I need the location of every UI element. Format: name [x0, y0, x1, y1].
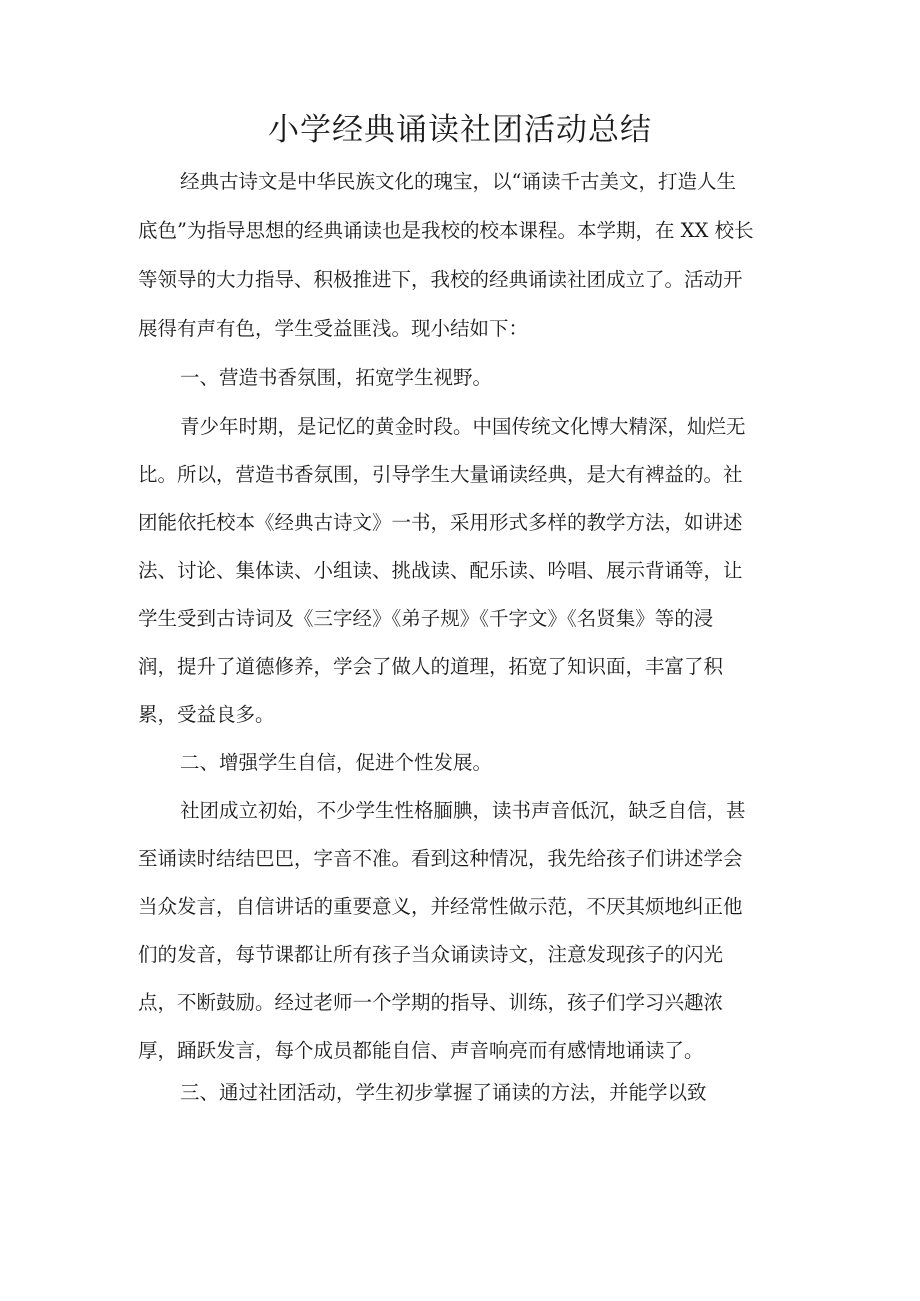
section-heading: 二、增强学生自信，促进个性发展。	[180, 751, 493, 774]
paragraph-line: 润，提升了道德修养，学会了做人的道理，拓宽了知识面，丰富了积	[138, 655, 724, 678]
paragraph-line: 点，不断鼓励。经过老师一个学期的指导、训练，孩子们学习兴趣浓	[138, 991, 724, 1014]
paragraph-line: 团能依托校本《经典古诗文》一书，采用形式多样的教学方法，如讲述	[138, 511, 743, 534]
paragraph-line: 至诵读时结结巴巴，字音不准。看到这种情况，我先给孩子们讲述学会	[138, 847, 743, 870]
paragraph-line: 经典古诗文是中华民族文化的瑰宝，以“诵读千古美文，打造人生	[180, 170, 736, 193]
paragraph-line: 展得有声有色，学生受益匪浅。现小结如下：	[138, 317, 529, 340]
paragraph-line: 学生受到古诗词及《三字经》《弟子规》《千字文》《名贤集》等的浸	[138, 607, 714, 630]
paragraph-line: 法、讨论、集体读、小组读、挑战读、配乐读、吟唱、展示背诵等，让	[138, 559, 743, 582]
paragraph-line: 累，受益良多。	[138, 703, 275, 726]
paragraph-line: 们的发音，每节课都让所有孩子当众诵读诗文，注意发现孩子的闪光	[138, 943, 724, 966]
paragraph-line: 厚，踊跃发言，每个成员都能自信、声音响亮而有感情地诵读了。	[138, 1039, 704, 1062]
paragraph-line: 比。所以，营造书香氛围，引导学生大量诵读经典，是大有裨益的。社	[138, 463, 743, 486]
document-title: 小学经典诵读社团活动总结	[268, 112, 652, 148]
section-heading: 一、营造书香氛围，拓宽学生视野。	[180, 366, 493, 389]
paragraph-line: 社团成立初始，不少学生性格腼腆，读书声音低沉，缺乏自信，甚	[180, 799, 746, 822]
section-heading: 三、通过社团活动，学生初步掌握了诵读的方法，并能学以致	[180, 1081, 707, 1104]
paragraph-line: 当众发言，自信讲话的重要意义，并经常性做示范，不厌其烦地纠正他	[138, 895, 743, 918]
paragraph-line: 底色”为指导思想的经典诵读也是我校的校本课程。本学期，在 XX 校长	[138, 219, 754, 242]
paragraph-line: 青少年时期，是记忆的黄金时段。中国传统文化博大精深，灿烂无	[180, 415, 746, 438]
paragraph-line: 等领导的大力指导、积极推进下，我校的经典诵读社团成立了。活动开	[138, 268, 743, 291]
